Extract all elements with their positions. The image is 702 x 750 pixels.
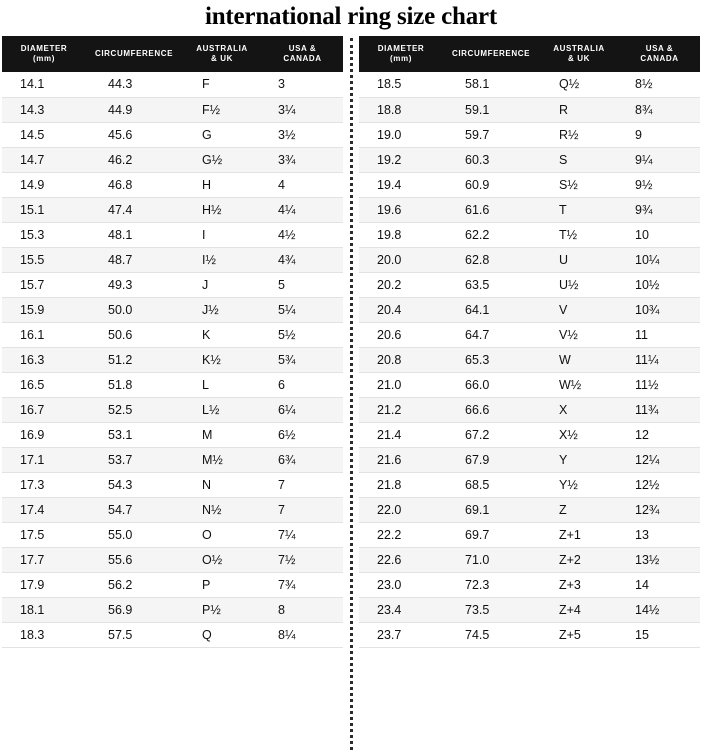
table-row: [359, 422, 700, 447]
table-cell: 17.1: [2, 447, 86, 472]
table-cell: 7¼: [262, 522, 343, 547]
table-cell: 6¾: [262, 447, 343, 472]
table-cell: J: [182, 272, 262, 297]
table-cell: P½: [182, 597, 262, 622]
table-cell: 8½: [619, 72, 700, 97]
column-header-australia-uk-line2: & UK: [568, 54, 590, 63]
table-cell: 67.2: [443, 422, 539, 447]
table-row: [2, 622, 343, 647]
table-cell: W½: [539, 372, 619, 397]
table-cell: 15.1: [2, 197, 86, 222]
table-cell: 3¾: [262, 147, 343, 172]
table-cell: 19.4: [359, 172, 443, 197]
table-cell: Z+2: [539, 547, 619, 572]
table-cell: 66.0: [443, 372, 539, 397]
table-cell: W: [539, 347, 619, 372]
table-cell: 7¾: [262, 572, 343, 597]
table-row: [2, 97, 343, 122]
table-cell: 60.9: [443, 172, 539, 197]
table-cell: 7: [262, 472, 343, 497]
table-row: [359, 197, 700, 222]
table-cell: P: [182, 572, 262, 597]
table-cell: 48.7: [86, 247, 182, 272]
table-cell: 44.9: [86, 97, 182, 122]
table-cell: 59.1: [443, 97, 539, 122]
table-cell: T: [539, 197, 619, 222]
table-cell: F½: [182, 97, 262, 122]
column-header-usa-canada: [619, 36, 700, 72]
table-cell: 21.0: [359, 372, 443, 397]
table-cell: 16.7: [2, 397, 86, 422]
table-row: [2, 172, 343, 197]
column-header-circumference: [86, 36, 182, 72]
table-cell: 12¾: [619, 497, 700, 522]
table-cell: 20.6: [359, 322, 443, 347]
table-cell: 12¼: [619, 447, 700, 472]
table-cell: 9¾: [619, 197, 700, 222]
table-cell: 8¼: [262, 622, 343, 647]
table-cell: 9¼: [619, 147, 700, 172]
table-cell: H½: [182, 197, 262, 222]
table-cell: 17.3: [2, 472, 86, 497]
column-header-usa-canada: [262, 36, 343, 72]
table-cell: 18.5: [359, 72, 443, 97]
table-cell: 7: [262, 497, 343, 522]
table-cell: I: [182, 222, 262, 247]
table-cell: Z+1: [539, 522, 619, 547]
table-cell: 10¾: [619, 297, 700, 322]
table-cell: 15: [619, 622, 700, 647]
table-cell: 4¼: [262, 197, 343, 222]
table-cell: 7½: [262, 547, 343, 572]
table-cell: 12: [619, 422, 700, 447]
column-header-circumference-line1: CIRCUMFERENCE: [94, 49, 174, 58]
table-row: [359, 222, 700, 247]
table-row: [359, 172, 700, 197]
table-cell: 15.5: [2, 247, 86, 272]
table-cell: 15.7: [2, 272, 86, 297]
table-cell: S½: [539, 172, 619, 197]
table-cell: 21.4: [359, 422, 443, 447]
table-row: [2, 597, 343, 622]
table-cell: Z+3: [539, 572, 619, 597]
column-header-diameter: [359, 36, 443, 72]
table-cell: K: [182, 322, 262, 347]
table-cell: 16.5: [2, 372, 86, 397]
table-cell: 74.5: [443, 622, 539, 647]
table-cell: 69.7: [443, 522, 539, 547]
table-row: [359, 122, 700, 147]
table-cell: 13: [619, 522, 700, 547]
table-cell: X: [539, 397, 619, 422]
table-cell: 46.8: [86, 172, 182, 197]
table-row: [2, 72, 343, 97]
table-row: [2, 322, 343, 347]
table-cell: 11½: [619, 372, 700, 397]
table-row: [359, 372, 700, 397]
table-cell: 5: [262, 272, 343, 297]
divider-dots: [350, 38, 353, 750]
table-cell: 21.6: [359, 447, 443, 472]
table-row: [2, 572, 343, 597]
table-row: [359, 297, 700, 322]
table-row: [359, 547, 700, 572]
ring-size-table-right: [359, 36, 700, 648]
table-cell: 14.9: [2, 172, 86, 197]
table-cell: 60.3: [443, 147, 539, 172]
table-cell: 55.6: [86, 547, 182, 572]
table-cell: 20.0: [359, 247, 443, 272]
table-cell: Z+4: [539, 597, 619, 622]
table-cell: 14.3: [2, 97, 86, 122]
table-cell: 3¼: [262, 97, 343, 122]
table-cell: 68.5: [443, 472, 539, 497]
table-cell: 22.2: [359, 522, 443, 547]
table-cell: 4¾: [262, 247, 343, 272]
table-cell: 55.0: [86, 522, 182, 547]
column-header-diameter-line1: DIAMETER: [377, 44, 425, 53]
table-row: [359, 622, 700, 647]
table-cell: 6¼: [262, 397, 343, 422]
table-cell: 57.5: [86, 622, 182, 647]
table-cell: 17.5: [2, 522, 86, 547]
table-cell: 9½: [619, 172, 700, 197]
table-cell: V: [539, 297, 619, 322]
table-cell: 8¾: [619, 97, 700, 122]
table-cell: Q: [182, 622, 262, 647]
table-cell: 56.9: [86, 597, 182, 622]
column-header-usa-canada-line1: USA &: [645, 44, 674, 53]
column-header-australia-uk-line2: & UK: [211, 54, 233, 63]
table-cell: 11: [619, 322, 700, 347]
table-row: [359, 272, 700, 297]
table-row: [2, 472, 343, 497]
table-row: [2, 147, 343, 172]
column-header-circumference-line1: CIRCUMFERENCE: [451, 49, 531, 58]
table-row: [359, 247, 700, 272]
table-cell: 67.9: [443, 447, 539, 472]
table-cell: 19.8: [359, 222, 443, 247]
column-header-diameter: [2, 36, 86, 72]
table-cell: L: [182, 372, 262, 397]
table-cell: O: [182, 522, 262, 547]
table-row: [359, 322, 700, 347]
table-cell: 3½: [262, 122, 343, 147]
table-header-left: [2, 36, 343, 72]
table-cell: 53.1: [86, 422, 182, 447]
vertical-dotted-divider: [348, 38, 354, 750]
table-row: [2, 547, 343, 572]
table-cell: 6½: [262, 422, 343, 447]
table-cell: R: [539, 97, 619, 122]
table-cell: 17.9: [2, 572, 86, 597]
table-cell: Y½: [539, 472, 619, 497]
table-cell: 15.3: [2, 222, 86, 247]
table-cell: 5½: [262, 322, 343, 347]
table-row: [359, 447, 700, 472]
table-cell: 50.6: [86, 322, 182, 347]
table-cell: 45.6: [86, 122, 182, 147]
table-cell: 50.0: [86, 297, 182, 322]
column-header-usa-canada-line2: CANADA: [640, 54, 679, 63]
header-row: [359, 36, 700, 72]
table-cell: Z+5: [539, 622, 619, 647]
table-cell: 23.0: [359, 572, 443, 597]
table-row: [359, 522, 700, 547]
table-cell: O½: [182, 547, 262, 572]
table-cell: 54.3: [86, 472, 182, 497]
table-cell: 73.5: [443, 597, 539, 622]
table-cell: 65.3: [443, 347, 539, 372]
table-cell: M½: [182, 447, 262, 472]
table-cell: 48.1: [86, 222, 182, 247]
table-cell: V½: [539, 322, 619, 347]
table-cell: U: [539, 247, 619, 272]
table-cell: 14: [619, 572, 700, 597]
header-row: [2, 36, 343, 72]
table-cell: 17.4: [2, 497, 86, 522]
table-cell: K½: [182, 347, 262, 372]
table-cell: 21.8: [359, 472, 443, 497]
table-cell: 63.5: [443, 272, 539, 297]
table-row: [359, 497, 700, 522]
table-cell: 19.0: [359, 122, 443, 147]
table-cell: 10½: [619, 272, 700, 297]
table-cell: 14.7: [2, 147, 86, 172]
table-row: [2, 247, 343, 272]
table-cell: G: [182, 122, 262, 147]
table-cell: 18.3: [2, 622, 86, 647]
table-cell: 22.0: [359, 497, 443, 522]
column-header-australia-uk-line1: AUSTRALIA: [196, 44, 248, 53]
table-body-left: [2, 72, 343, 647]
table-cell: 51.2: [86, 347, 182, 372]
table-cell: 5¾: [262, 347, 343, 372]
table-cell: 10: [619, 222, 700, 247]
table-cell: N: [182, 472, 262, 497]
table-cell: 71.0: [443, 547, 539, 572]
table-cell: L½: [182, 397, 262, 422]
column-header-usa-canada-line2: CANADA: [283, 54, 322, 63]
table-cell: 23.4: [359, 597, 443, 622]
table-cell: 58.1: [443, 72, 539, 97]
table-cell: 4: [262, 172, 343, 197]
table-cell: 53.7: [86, 447, 182, 472]
table-cell: 61.6: [443, 197, 539, 222]
table-cell: 59.7: [443, 122, 539, 147]
table-cell: 44.3: [86, 72, 182, 97]
column-header-australia-uk: [539, 36, 619, 72]
ring-size-table-left: [2, 36, 343, 648]
table-cell: 10¼: [619, 247, 700, 272]
column-header-australia-uk: [182, 36, 262, 72]
table-cell: 19.6: [359, 197, 443, 222]
table-cell: 56.2: [86, 572, 182, 597]
table-cell: 4½: [262, 222, 343, 247]
column-header-usa-canada-line1: USA &: [288, 44, 317, 53]
table-cell: N½: [182, 497, 262, 522]
table-cell: Z: [539, 497, 619, 522]
table-cell: 21.2: [359, 397, 443, 422]
table-row: [2, 347, 343, 372]
table-cell: 69.1: [443, 497, 539, 522]
table-row: [359, 147, 700, 172]
table-cell: 64.1: [443, 297, 539, 322]
column-header-australia-uk-line1: AUSTRALIA: [553, 44, 605, 53]
table-cell: G½: [182, 147, 262, 172]
table-cell: 54.7: [86, 497, 182, 522]
table-cell: T½: [539, 222, 619, 247]
tables-container: [0, 36, 702, 750]
table-cell: 49.3: [86, 272, 182, 297]
table-row: [2, 447, 343, 472]
table-cell: J½: [182, 297, 262, 322]
table-cell: 13½: [619, 547, 700, 572]
table-cell: Y: [539, 447, 619, 472]
table-row: [359, 397, 700, 422]
table-cell: 14.1: [2, 72, 86, 97]
column-header-diameter-line1: DIAMETER: [20, 44, 68, 53]
table-row: [359, 597, 700, 622]
table-cell: 18.1: [2, 597, 86, 622]
table-cell: 47.4: [86, 197, 182, 222]
table-cell: I½: [182, 247, 262, 272]
table-cell: 11¼: [619, 347, 700, 372]
table-cell: 62.8: [443, 247, 539, 272]
table-cell: 17.7: [2, 547, 86, 572]
table-cell: 51.8: [86, 372, 182, 397]
table-row: [2, 272, 343, 297]
table-cell: F: [182, 72, 262, 97]
table-row: [359, 472, 700, 497]
table-cell: 3: [262, 72, 343, 97]
column-header-circumference: [443, 36, 539, 72]
table-cell: 5¼: [262, 297, 343, 322]
table-cell: 23.7: [359, 622, 443, 647]
table-cell: 16.3: [2, 347, 86, 372]
table-cell: 14½: [619, 597, 700, 622]
table-cell: S: [539, 147, 619, 172]
table-row: [2, 397, 343, 422]
table-body-right: [359, 72, 700, 647]
table-cell: M: [182, 422, 262, 447]
column-header-diameter-line2: (mm): [33, 54, 55, 63]
table-cell: 16.9: [2, 422, 86, 447]
table-header-right: [359, 36, 700, 72]
table-cell: Q½: [539, 72, 619, 97]
table-row: [359, 97, 700, 122]
table-cell: X½: [539, 422, 619, 447]
table-cell: H: [182, 172, 262, 197]
column-header-diameter-line2: (mm): [390, 54, 412, 63]
table-cell: 66.6: [443, 397, 539, 422]
table-cell: 6: [262, 372, 343, 397]
table-cell: 16.1: [2, 322, 86, 347]
table-cell: R½: [539, 122, 619, 147]
table-row: [2, 222, 343, 247]
table-cell: 8: [262, 597, 343, 622]
table-cell: 52.5: [86, 397, 182, 422]
table-cell: 20.8: [359, 347, 443, 372]
table-cell: 20.2: [359, 272, 443, 297]
page-title: international ring size chart: [204, 3, 498, 30]
table-row: [2, 522, 343, 547]
table-row: [359, 572, 700, 597]
table-cell: 72.3: [443, 572, 539, 597]
table-cell: 20.4: [359, 297, 443, 322]
table-row: [2, 297, 343, 322]
table-cell: 64.7: [443, 322, 539, 347]
table-cell: U½: [539, 272, 619, 297]
table-cell: 62.2: [443, 222, 539, 247]
table-row: [359, 347, 700, 372]
table-cell: 46.2: [86, 147, 182, 172]
table-row: [2, 422, 343, 447]
table-cell: 9: [619, 122, 700, 147]
table-cell: 22.6: [359, 547, 443, 572]
table-row: [2, 122, 343, 147]
table-row: [359, 72, 700, 97]
table-cell: 14.5: [2, 122, 86, 147]
table-cell: 12½: [619, 472, 700, 497]
table-cell: 15.9: [2, 297, 86, 322]
table-cell: 19.2: [359, 147, 443, 172]
table-row: [2, 497, 343, 522]
table-cell: 18.8: [359, 97, 443, 122]
table-row: [2, 372, 343, 397]
table-cell: 11¾: [619, 397, 700, 422]
table-row: [2, 197, 343, 222]
